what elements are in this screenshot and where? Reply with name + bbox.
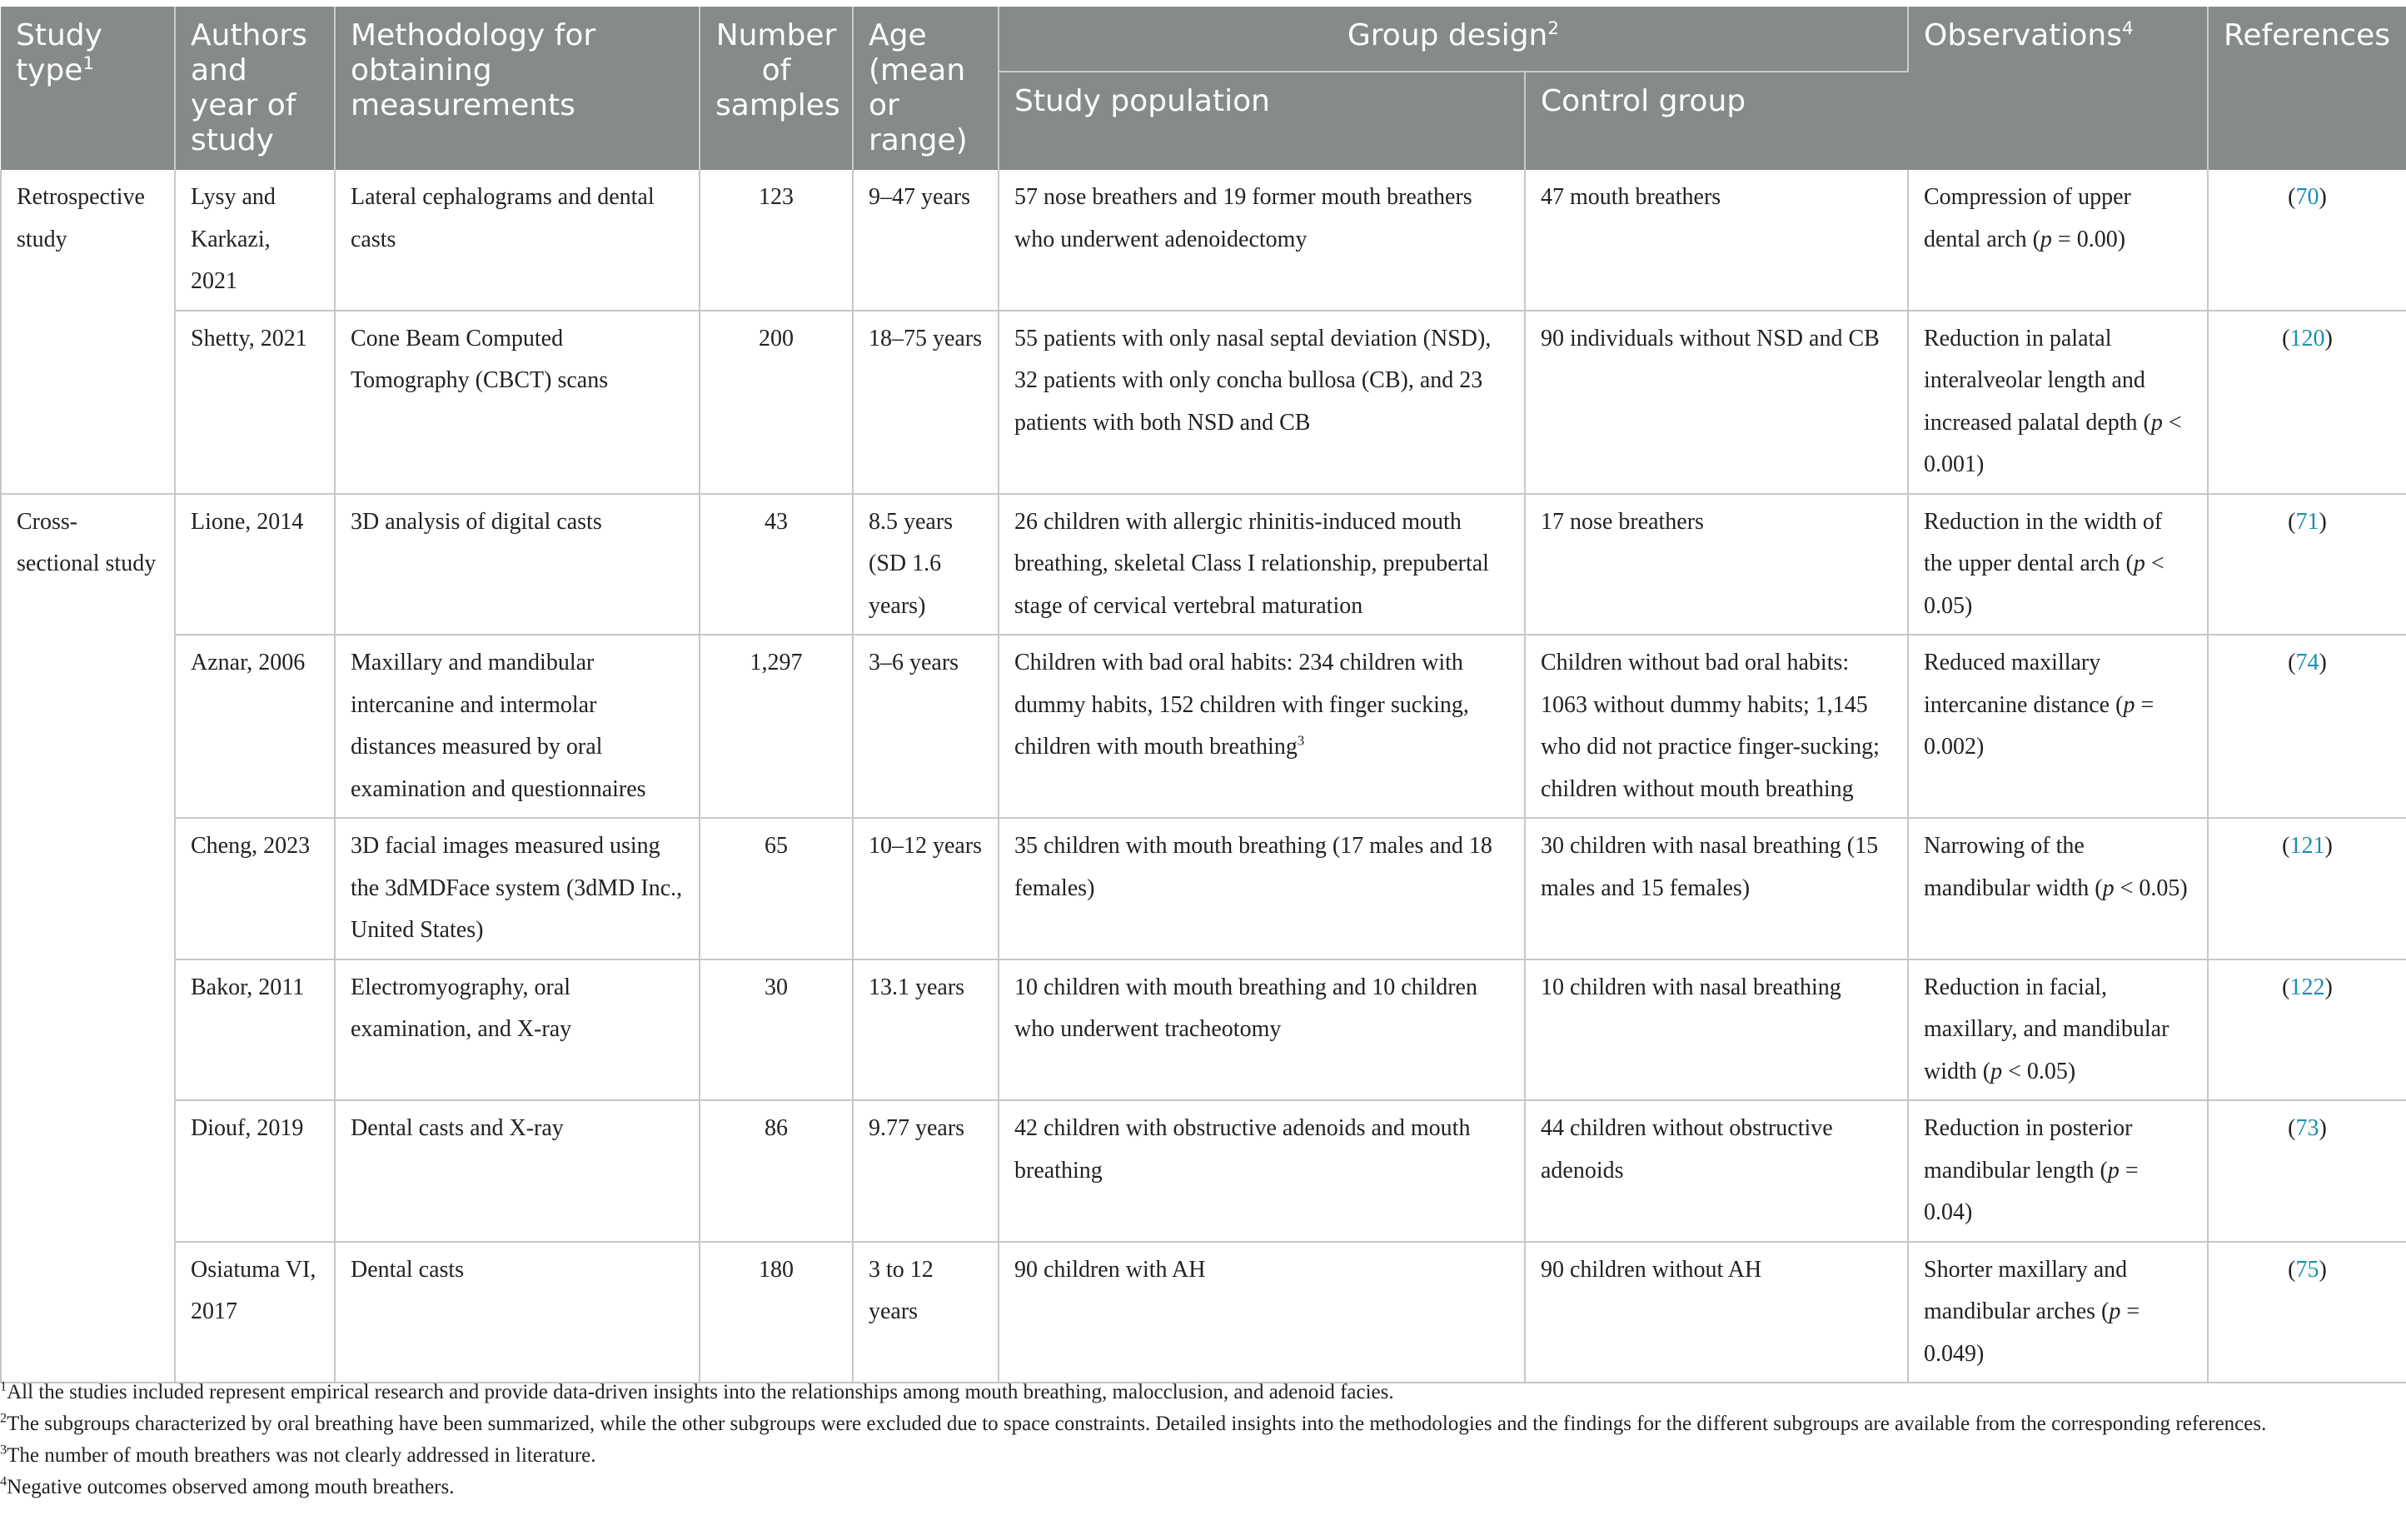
reference-link[interactable]: 121: [2289, 833, 2325, 859]
cell-authors: Shetty, 2021: [175, 311, 335, 494]
table-row: [1, 170, 2406, 311]
cell-observations: Compression of upper dental arch (p = 0.00): [1908, 170, 2208, 311]
cell-observations: Narrowing of the mandibular width (p < 0.05): [1908, 818, 2208, 959]
header-samples: Number of samples: [700, 7, 853, 170]
cell-reference: (73): [2208, 1100, 2406, 1242]
cell-study-population: 26 children with allergic rhinitis-induced mouth breathing, skeletal Class I relationship, prepubertal stage of cervical vertebral maturation: [999, 494, 1525, 635]
cell-observations: Reduction in the width of the upper dental arch (p < 0.05): [1908, 494, 2208, 635]
cell-age: 3–6 years: [853, 635, 999, 818]
table-row: [1, 1242, 2406, 1383]
cell-control-group: 47 mouth breathers: [1525, 170, 1908, 311]
cell-study-population: 10 children with mouth breathing and 10 children who underwent tracheotomy: [999, 959, 1525, 1101]
cell-reference: (75): [2208, 1242, 2406, 1383]
header-age: Age (mean or range): [853, 7, 999, 170]
cell-reference: (71): [2208, 494, 2406, 635]
reference-link[interactable]: 75: [2295, 1256, 2319, 1283]
cell-reference: (74): [2208, 635, 2406, 818]
reference-link[interactable]: 73: [2295, 1115, 2319, 1141]
cell-reference: (121): [2208, 818, 2406, 959]
cell-methodology: Electromyography, oral examination, and X-ray: [335, 959, 700, 1101]
cell-study-population: 35 children with mouth breathing (17 males and 18 females): [999, 818, 1525, 959]
cell-methodology: Dental casts and X-ray: [335, 1100, 700, 1242]
reference-link[interactable]: 71: [2295, 508, 2319, 535]
cell-study-type: Cross-sectional study: [1, 494, 175, 1383]
cell-reference: (122): [2208, 959, 2406, 1101]
cell-samples: 123: [700, 170, 853, 311]
table-row: [1, 635, 2406, 818]
cell-samples: 30: [700, 959, 853, 1101]
cell-methodology: Maxillary and mandibular intercanine and intermolar distances measured by oral examination and questionnaires: [335, 635, 700, 818]
reference-link[interactable]: 70: [2295, 184, 2319, 210]
cell-observations: Reduction in posterior mandibular length (p = 0.04): [1908, 1100, 2208, 1242]
table-body: [1, 170, 2406, 1383]
cell-control-group: Children without bad oral habits: 1063 without dummy habits; 1,145 who did not practice finger-sucking; children without mouth breathing: [1525, 635, 1908, 818]
cell-reference: (120): [2208, 311, 2406, 494]
cell-study-population: 57 nose breathers and 19 former mouth breathers who underwent adenoidectomy: [999, 170, 1525, 311]
cell-age: 18–75 years: [853, 311, 999, 494]
cell-age: 13.1 years: [853, 959, 999, 1101]
table-header: [1, 7, 2406, 170]
studies-table: [0, 7, 2406, 1383]
cell-study-population: 42 children with obstructive adenoids and mouth breathing: [999, 1100, 1525, 1242]
cell-study-population: Children with bad oral habits: 234 children with dummy habits, 152 children with finger sucking, children with mouth breathing$^3$: [999, 635, 1525, 818]
footnote: $^1$All the studies included represent empirical research and provide data-driven insights into the relationships among mouth breathing, malocclusion, and adenoid facies.: [0, 1378, 1394, 1403]
cell-authors: Diouf, 2019: [175, 1100, 335, 1242]
table-row: [1, 311, 2406, 494]
cell-methodology: Cone Beam Computed Tomography (CBCT) scans: [335, 311, 700, 494]
cell-samples: 1,297: [700, 635, 853, 818]
cell-samples: 200: [700, 311, 853, 494]
cell-age: 8.5 years (SD 1.6 years): [853, 494, 999, 635]
cell-study-population: 90 children with AH: [999, 1242, 1525, 1383]
header-observations: Observations$^4$: [1908, 7, 2208, 170]
footnote: $^2$The subgroups characterized by oral breathing have been summarized, while the other subgroups were excluded due to space constraints. Detailed insights into the methodologies and the findings for the different subgroups are available from the corresponding references.: [0, 1410, 2267, 1435]
header-control-group: Control group: [1525, 72, 1908, 170]
header-study-type: Study type$^1$: [1, 7, 175, 170]
cell-observations: Shorter maxillary and mandibular arches (p = 0.049): [1908, 1242, 2208, 1383]
cell-methodology: Dental casts: [335, 1242, 700, 1383]
cell-observations: Reduction in facial, maxillary, and mandibular width (p < 0.05): [1908, 959, 2208, 1101]
cell-authors: Bakor, 2011: [175, 959, 335, 1101]
header-methodology: Methodology for obtaining measurements: [335, 7, 700, 170]
table-row: [1, 494, 2406, 635]
footnote-mark: 3: [1297, 732, 1305, 749]
cell-age: 10–12 years: [853, 818, 999, 959]
cell-control-group: 44 children without obstructive adenoids: [1525, 1100, 1908, 1242]
header-group-design: Group design$^2$: [999, 7, 1908, 72]
header-references: References: [2208, 7, 2406, 170]
cell-control-group: 30 children with nasal breathing (15 males and 15 females): [1525, 818, 1908, 959]
table-row: [1, 818, 2406, 959]
cell-methodology: 3D analysis of digital casts: [335, 494, 700, 635]
table-container: [0, 7, 2406, 1383]
cell-study-type: Retrospective study: [1, 170, 175, 494]
cell-study-population: 55 patients with only nasal septal deviation (NSD), 32 patients with only concha bullosa (CB), and 23 patients with both NSD and CB: [999, 311, 1525, 494]
cell-control-group: 10 children with nasal breathing: [1525, 959, 1908, 1101]
cell-reference: (70): [2208, 170, 2406, 311]
cell-authors: Cheng, 2023: [175, 818, 335, 959]
cell-samples: 65: [700, 818, 853, 959]
cell-control-group: 17 nose breathers: [1525, 494, 1908, 635]
cell-control-group: 90 children without AH: [1525, 1242, 1908, 1383]
cell-samples: 86: [700, 1100, 853, 1242]
header-authors: Authors and year of study: [175, 7, 335, 170]
header-study-population: Study population: [999, 72, 1525, 170]
footnote: $^4$Negative outcomes observed among mouth breathers.: [0, 1473, 455, 1498]
table-row: [1, 959, 2406, 1101]
cell-age: 9.77 years: [853, 1100, 999, 1242]
cell-authors: Aznar, 2006: [175, 635, 335, 818]
footnote: $^3$The number of mouth breathers was not clearly addressed in literature.: [0, 1442, 596, 1467]
cell-samples: 43: [700, 494, 853, 635]
footnotes: [0, 1377, 2390, 1503]
cell-methodology: Lateral cephalograms and dental casts: [335, 170, 700, 311]
cell-authors: Osiatuma VI, 2017: [175, 1242, 335, 1383]
cell-authors: Lysy and Karkazi, 2021: [175, 170, 335, 311]
cell-methodology: 3D facial images measured using the 3dMDFace system (3dMD Inc., United States): [335, 818, 700, 959]
cell-control-group: 90 individuals without NSD and CB: [1525, 311, 1908, 494]
cell-age: 3 to 12 years: [853, 1242, 999, 1383]
reference-link[interactable]: 74: [2295, 650, 2319, 675]
table-row: [1, 1100, 2406, 1242]
cell-authors: Lione, 2014: [175, 494, 335, 635]
reference-link[interactable]: 122: [2289, 974, 2325, 1000]
cell-samples: 180: [700, 1242, 853, 1383]
cell-observations: Reduction in palatal interalveolar length and increased palatal depth (p < 0.001): [1908, 311, 2208, 494]
cell-age: 9–47 years: [853, 170, 999, 311]
cell-observations: Reduced maxillary intercanine distance (p = 0.002): [1908, 635, 2208, 818]
reference-link[interactable]: 120: [2289, 325, 2325, 351]
